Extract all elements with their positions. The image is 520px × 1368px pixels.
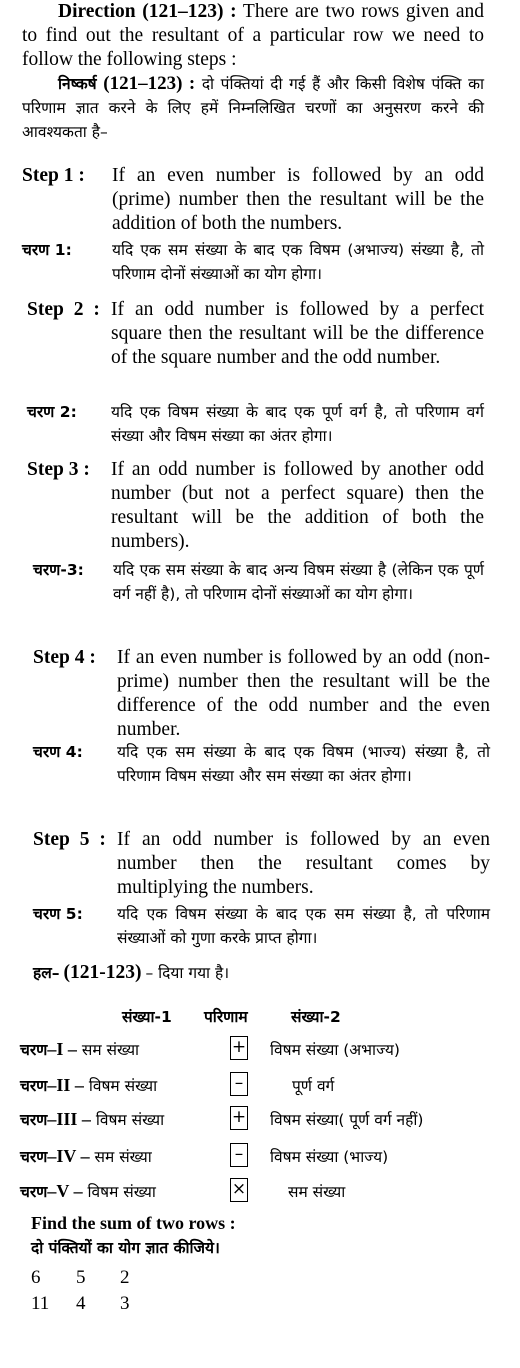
step-label: चरण 1:: [22, 241, 72, 259]
step-label: चरण-3:: [33, 561, 84, 579]
table-header-number-2: संख्या-2: [291, 1008, 341, 1026]
nishkarsh-label: निष्कर्ष: [58, 75, 97, 93]
solution-text: – दिया गया है।: [145, 964, 230, 982]
row-left-text: सम संख्या: [94, 1148, 152, 1166]
operator-box: –: [230, 1072, 248, 1096]
row-left-text: विषम संख्या: [87, 1183, 156, 1201]
step-label: Step 3 :: [27, 459, 90, 480]
row-left: [20, 1074, 157, 1096]
step-text: If an odd number is followed by a perfect square then the resultant will be the difference of the square number and the odd number.: [111, 299, 484, 368]
step-label: Step 2 :: [27, 299, 100, 320]
operator-box: –: [230, 1143, 248, 1167]
nishkarsh-paragraph: [22, 72, 484, 144]
row-2-num-3: 3: [120, 1293, 130, 1314]
row-roman: –IV –: [47, 1146, 90, 1166]
row-left: [20, 1108, 164, 1130]
step-label: चरण 5:: [33, 905, 83, 923]
row-label: चरण: [20, 1111, 48, 1129]
step-text: यदि एक विषम संख्या के बाद एक पूर्ण वर्ग है, तो परिणाम वर्ग संख्या और विषम संख्या का अंतर होगा।: [111, 403, 484, 445]
row-left: [20, 1038, 139, 1060]
nishkarsh-range: (121–123) :: [103, 73, 196, 94]
step-text: यदि एक सम संख्या के बाद एक विषम (अभाज्य) संख्या है, तो परिणाम दोनों संख्याओं का योग होगा।: [112, 241, 484, 283]
row-right-text: विषम संख्या( पूर्ण वर्ग नहीं): [270, 1111, 424, 1129]
step-text: यदि एक विषम संख्या के बाद एक सम संख्या है, तो परिणाम संख्याओं को गुणा करके प्राप्त होगा।: [117, 905, 490, 947]
row-roman: –I –: [47, 1039, 77, 1059]
step-text: यदि एक सम संख्या के बाद एक विषम (भाज्य) संख्या है, तो परिणाम विषम संख्या और सम संख्या का अंतर होगा।: [117, 743, 490, 785]
row-left: [20, 1145, 152, 1167]
row-label: चरण: [20, 1077, 48, 1095]
table-header-number-1: संख्या-1: [122, 1008, 172, 1026]
direction-paragraph: [22, 0, 484, 72]
row-left-text: विषम संख्या: [95, 1111, 165, 1129]
row-left: [20, 1180, 156, 1202]
row-label: चरण: [20, 1041, 48, 1059]
solution-line: [33, 961, 229, 985]
question-hi: दो पंक्तियों का योग ज्ञात कीजिये।: [31, 1239, 220, 1257]
direction-label: Direction (121–123) :: [58, 1, 237, 22]
row-2-num-1: 11: [31, 1293, 50, 1314]
row-2-num-2: 4: [76, 1293, 86, 1314]
row-label: चरण: [20, 1183, 48, 1201]
step-text: If an even number is followed by an odd (non-prime) number then the resultant will be the difference of the odd number and the even number.: [117, 647, 490, 740]
row-1-num-3: 2: [120, 1267, 130, 1288]
step-text: यदि एक सम संख्या के बाद अन्य विषम संख्या है (लेकिन एक पूर्ण वर्ग नहीं है), तो परिणाम दोनों संख्याओं का योग होगा।: [113, 561, 484, 603]
nishkarsh-text: दो पंक्तियां दी गई हैं और किसी विशेष पंक्ति का परिणाम ज्ञात करने के लिए हमें निम्नलिखित चरणों का अनुसरण करने की आवश्यकता है–: [22, 75, 484, 141]
step-label: Step 5 :: [33, 829, 106, 850]
row-left-text: विषम संख्या: [88, 1077, 158, 1095]
step-text: If an odd number is followed by an even number then the resultant comes by multiplying the numbers.: [117, 829, 490, 898]
row-roman: –V –: [47, 1181, 83, 1201]
row-roman: –III –: [47, 1109, 91, 1129]
step-text: If an even number is followed by an odd (prime) number then the resultant will be the addition of both the numbers.: [112, 165, 484, 234]
row-left-text: सम संख्या: [81, 1041, 140, 1059]
table-header-result: परिणाम: [204, 1008, 248, 1026]
table-header: [0, 1005, 520, 1031]
operator-box: +: [230, 1106, 248, 1130]
row-1-num-1: 6: [31, 1267, 41, 1288]
step-label: चरण 4:: [33, 743, 83, 761]
row-right-text: पूर्ण वर्ग: [292, 1077, 335, 1095]
step-text: If an odd number is followed by another odd number (but not a perfect square) then the resultant will be the addition of both the numbers).: [111, 459, 484, 552]
row-right-text: विषम संख्या (अभाज्य): [270, 1041, 400, 1059]
row-right-text: विषम संख्या (भाज्य): [270, 1148, 389, 1166]
operator-box: +: [230, 1036, 248, 1060]
solution-range: (121-123): [63, 962, 142, 983]
row-right-text: सम संख्या: [288, 1183, 346, 1201]
step-label: Step 4 :: [33, 647, 96, 668]
row-label: चरण: [20, 1148, 48, 1166]
question-en: Find the sum of two rows :: [31, 1213, 236, 1233]
step-label: चरण 2:: [27, 403, 77, 421]
solution-label: हल–: [33, 964, 60, 982]
direction-text: There are two rows given and to find out the resultant of a particular row we need to follow the following steps :: [22, 1, 484, 70]
operator-box: ×: [230, 1178, 248, 1202]
step-label: Step 1 :: [22, 165, 85, 186]
row-roman: –II –: [47, 1075, 84, 1095]
row-1-num-2: 5: [76, 1267, 86, 1288]
